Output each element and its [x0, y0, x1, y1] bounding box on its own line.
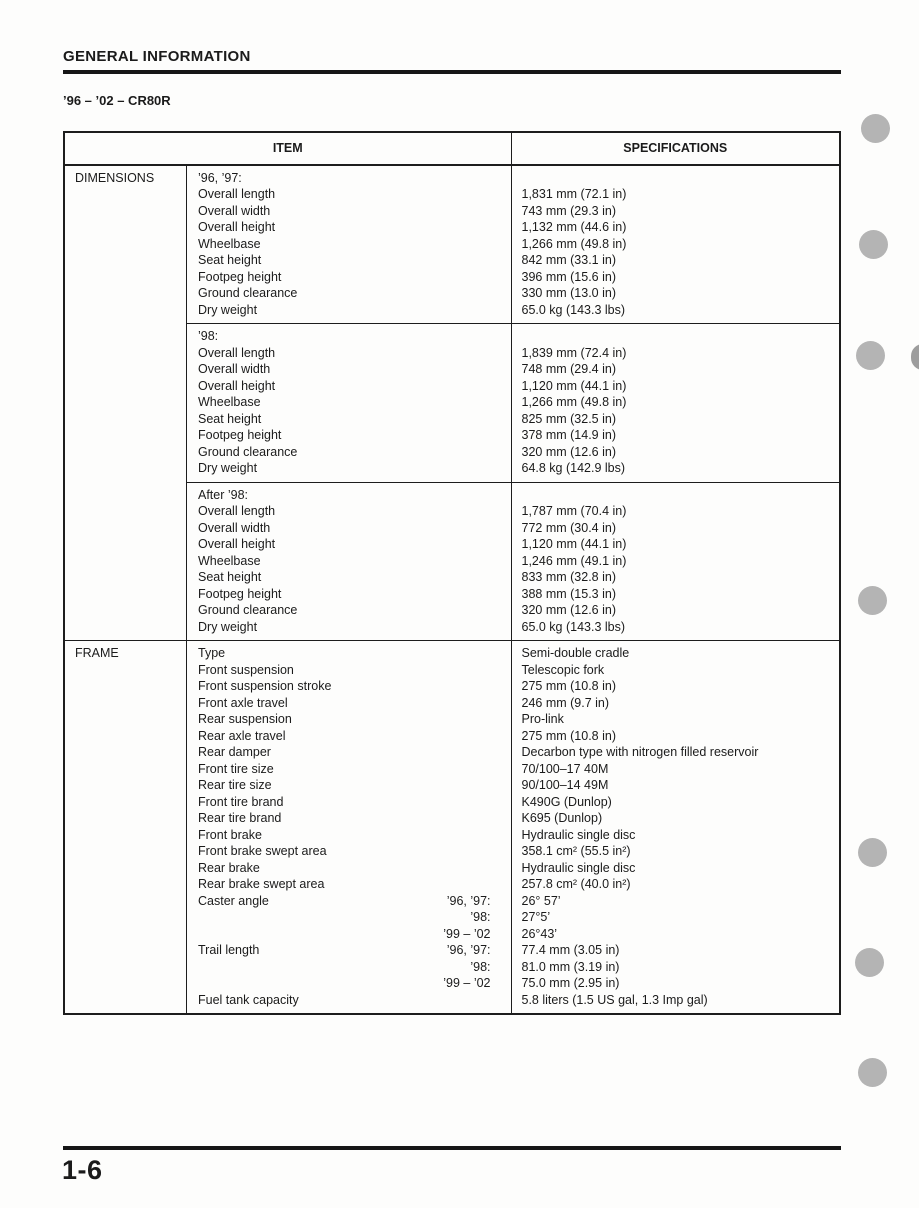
item-row [198, 619, 511, 636]
spec-value: 90/100–14 49M [521, 778, 609, 792]
item-label: Front brake swept area [198, 844, 327, 858]
spec-value: 1,132 mm (44.6 in) [521, 220, 627, 234]
item-label [198, 909, 470, 926]
item-row [198, 361, 511, 378]
item-row [198, 695, 511, 712]
item-label: Overall height [198, 378, 276, 393]
spec-value: 748 mm (29.4 in) [521, 362, 616, 376]
spec-value: 70/100–17 40M [521, 761, 609, 776]
spec-value: Hydraulic single disc [521, 827, 636, 842]
item-label: Footpeg height [198, 586, 282, 601]
binder-hole [858, 838, 887, 867]
binder-hole [859, 230, 888, 259]
item-label [198, 975, 443, 992]
spec-value: 358.1 cm² (55.5 in²) [521, 844, 631, 858]
year-label: ’96, ’97: [446, 893, 491, 908]
item-row [198, 569, 511, 586]
spec-table-header [65, 133, 839, 166]
item-label: Fuel tank capacity [198, 992, 299, 1007]
item-label: After ’98: [198, 487, 249, 502]
spec-value [522, 328, 832, 345]
spec-value: K695 (Dunlop) [521, 811, 603, 825]
binder-hole [858, 1058, 887, 1087]
spec-value: Decarbon type with nitrogen filled reservoir [521, 745, 759, 759]
spec-table-groups [65, 166, 839, 1014]
spec-value: 1,266 mm (49.8 in) [521, 236, 627, 251]
item-label: Dry weight [198, 302, 258, 317]
item-row [198, 203, 511, 220]
item-label: Seat height [198, 411, 262, 426]
item-label: Footpeg height [198, 269, 282, 284]
item-label: Front tire brand [198, 794, 284, 809]
binder-hole [855, 948, 884, 977]
spec-value: 1,266 mm (49.8 in) [521, 395, 627, 409]
item-row [198, 975, 511, 992]
binder-hole [856, 341, 885, 370]
item-column [187, 483, 511, 641]
spec-value: 842 mm (33.1 in) [521, 253, 616, 267]
item-row [198, 394, 511, 411]
spec-value: 1,246 mm (49.1 in) [521, 553, 627, 568]
item-label: ’98: [198, 329, 219, 343]
spec-value: 320 mm (12.6 in) [521, 444, 616, 459]
item-row [198, 269, 511, 286]
item-row [198, 186, 511, 203]
year-label: ’96, ’97: [446, 943, 491, 957]
spec-group-frame [65, 640, 839, 1013]
item-label: Ground clearance [198, 286, 298, 300]
item-label: Rear axle travel [198, 728, 286, 743]
spec-block [187, 482, 839, 641]
spec-value: 26°43’ [521, 926, 558, 941]
spec-value: 330 mm (13.0 in) [521, 286, 616, 300]
item-label: Overall length [198, 504, 276, 518]
spec-column [511, 641, 840, 1013]
item-label: Wheelbase [198, 553, 261, 568]
spec-value [522, 170, 832, 187]
spec-value: 833 mm (32.8 in) [521, 570, 616, 584]
item-label: Overall length [198, 187, 276, 201]
item-label: Wheelbase [198, 395, 261, 409]
spec-column [511, 483, 840, 641]
item-label: Front tire size [198, 761, 274, 776]
item-label: Front brake [198, 827, 262, 842]
spec-value: 275 mm (10.8 in) [521, 728, 616, 743]
item-label: Rear brake [198, 860, 260, 875]
item-label: Overall width [198, 520, 271, 535]
spec-value: 77.4 mm (3.05 in) [521, 943, 620, 957]
spec-value: Semi-double cradle [521, 646, 630, 660]
spec-value: 5.8 liters (1.5 US gal, 1.3 Imp gal) [521, 992, 708, 1007]
spec-value: 772 mm (30.4 in) [521, 520, 616, 535]
item-row [198, 843, 511, 860]
year-label: ’98: [470, 959, 491, 974]
item-label: ’96, ’97: [198, 170, 242, 185]
item-label: Overall width [198, 203, 271, 218]
item-row [198, 777, 511, 794]
item-label: Front suspension [198, 662, 294, 677]
binder-hole [861, 114, 890, 143]
spec-column [511, 324, 840, 482]
item-row [198, 728, 511, 745]
item-label: Ground clearance [198, 603, 298, 617]
item-label: Overall height [198, 537, 276, 551]
item-label [198, 926, 443, 943]
item-row [198, 909, 511, 926]
year-label: ’99 – ’02 [443, 926, 491, 941]
spec-value: 1,120 mm (44.1 in) [521, 537, 627, 551]
item-row [198, 942, 511, 959]
spec-value: 388 mm (15.3 in) [521, 586, 616, 601]
item-label: Front suspension stroke [198, 679, 332, 693]
spec-value: 257.8 cm² (40.0 in²) [521, 877, 631, 891]
column-header-item: ITEM [272, 141, 303, 155]
item-row [198, 378, 511, 395]
item-label: Overall length [198, 345, 276, 360]
spec-value: 75.0 mm (2.95 in) [521, 976, 620, 990]
item-label: Overall height [198, 220, 276, 234]
item-row [198, 170, 511, 187]
item-row [198, 711, 511, 728]
spec-value: 1,120 mm (44.1 in) [521, 378, 627, 393]
spec-value: 246 mm (9.7 in) [521, 695, 610, 710]
item-label: Seat height [198, 570, 262, 584]
spec-value: 65.0 kg (143.3 lbs) [521, 302, 626, 317]
spec-value: 26° 57’ [521, 893, 561, 908]
item-row [198, 794, 511, 811]
spec-value: 396 mm (15.6 in) [521, 269, 616, 284]
group-body [187, 641, 839, 1013]
item-label: Rear tire brand [198, 811, 282, 825]
item-label: Trail length [198, 943, 260, 957]
spec-value: 378 mm (14.9 in) [521, 428, 616, 442]
item-column [187, 324, 511, 482]
column-header-specifications: SPECIFICATIONS [511, 133, 840, 164]
item-label: Type [198, 646, 226, 660]
spec-value: 320 mm (12.6 in) [521, 603, 616, 617]
item-row [198, 744, 511, 761]
item-row [198, 520, 511, 537]
spec-value: 825 mm (32.5 in) [521, 411, 616, 426]
item-label: Dry weight [198, 461, 258, 475]
item-row [198, 662, 511, 679]
year-label: ’98: [470, 910, 491, 924]
item-row [198, 460, 511, 477]
spec-value: 81.0 mm (3.19 in) [521, 959, 620, 974]
spec-block [187, 641, 839, 1013]
item-label: Seat height [198, 253, 262, 267]
footer-rule [63, 1146, 841, 1150]
item-row [198, 678, 511, 695]
spec-value [522, 487, 832, 504]
item-label [198, 959, 470, 976]
item-row [198, 645, 511, 662]
item-row [198, 959, 511, 976]
scan-artifact [911, 344, 919, 370]
group-body [187, 166, 839, 641]
item-row [198, 345, 511, 362]
item-row [198, 236, 511, 253]
section-title: GENERAL INFORMATION [63, 48, 251, 65]
spec-value: 1,787 mm (70.4 in) [521, 504, 627, 518]
header-rule [63, 70, 841, 74]
item-label: Wheelbase [198, 236, 261, 251]
item-label: Rear damper [198, 745, 271, 759]
model-title: ’96 – ’02 – CR80R [63, 93, 171, 108]
item-row [198, 876, 511, 893]
spec-value: 275 mm (10.8 in) [521, 679, 616, 693]
item-row [198, 992, 511, 1009]
item-row [198, 285, 511, 302]
item-label: Footpeg height [198, 428, 282, 442]
item-row [198, 893, 511, 910]
item-label: Caster angle [198, 893, 269, 908]
item-column [187, 641, 511, 1013]
item-row [198, 810, 511, 827]
year-label: ’99 – ’02 [443, 976, 491, 990]
item-label: Rear brake swept area [198, 877, 325, 891]
item-row [198, 761, 511, 778]
item-row [198, 860, 511, 877]
spec-value: 64.8 kg (142.9 lbs) [521, 461, 626, 475]
item-row [198, 411, 511, 428]
spec-block [187, 323, 839, 482]
item-row [198, 586, 511, 603]
spec-value: 65.0 kg (143.3 lbs) [521, 619, 626, 634]
spec-value: K490G (Dunlop) [521, 794, 612, 809]
spec-value: Telescopic fork [521, 662, 605, 677]
item-row [198, 553, 511, 570]
spec-block [187, 166, 839, 324]
item-row [198, 536, 511, 553]
item-row [198, 427, 511, 444]
item-row [198, 827, 511, 844]
item-label: Rear suspension [198, 712, 292, 726]
binder-hole [858, 586, 887, 615]
item-label: Front axle travel [198, 695, 288, 710]
spec-value: 27°5’ [521, 910, 551, 924]
item-row [198, 487, 511, 504]
item-row [198, 602, 511, 619]
group-label: FRAME [65, 641, 187, 1013]
item-row [198, 926, 511, 943]
item-label: Dry weight [198, 619, 258, 634]
item-label: Ground clearance [198, 444, 298, 459]
spec-value: 1,831 mm (72.1 in) [521, 187, 627, 201]
item-label: Overall width [198, 362, 271, 376]
spec-value: 743 mm (29.3 in) [521, 203, 616, 218]
spec-value: Hydraulic single disc [521, 860, 636, 875]
group-label: DIMENSIONS [65, 166, 187, 641]
spec-value: Pro-link [521, 712, 564, 726]
spec-column [511, 166, 840, 324]
spec-table [63, 131, 841, 1015]
item-row [198, 503, 511, 520]
item-column [187, 166, 511, 324]
item-row [198, 252, 511, 269]
item-row [198, 219, 511, 236]
page-number: 1-6 [62, 1155, 103, 1185]
item-row [198, 328, 511, 345]
spec-group-dimensions [65, 166, 839, 641]
spec-value: 1,839 mm (72.4 in) [521, 345, 627, 360]
item-row [198, 444, 511, 461]
item-row [198, 302, 511, 319]
item-label: Rear tire size [198, 778, 272, 792]
